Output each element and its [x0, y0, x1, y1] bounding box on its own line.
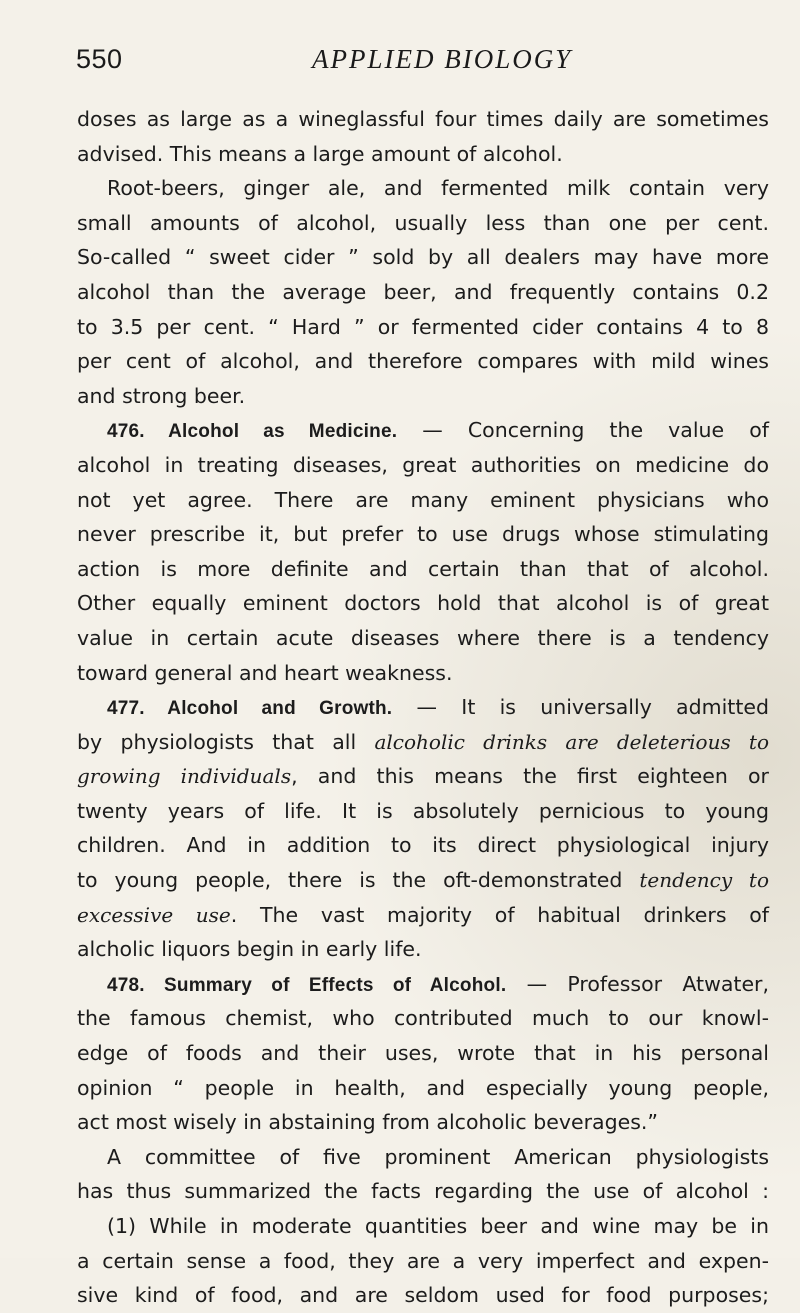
line-text: doses as large as a wineglassful four times daily are sometimes [77, 107, 769, 131]
text-line [77, 344, 769, 379]
line-text: children. And in addition to its direct physiological injury [77, 833, 769, 858]
text-line [77, 1278, 769, 1313]
emphasized-text: growing individuals [77, 764, 292, 789]
text-line [77, 1140, 769, 1175]
text-line [77, 1174, 769, 1209]
page-header [76, 44, 766, 84]
text-line [77, 552, 769, 587]
line-text: the famous chemist, who contributed much to our knowl- [77, 1006, 769, 1031]
line-text: and strong beer. [77, 383, 246, 408]
line-text: action is more definite and certain than that of alcohol. [77, 556, 769, 581]
body-text [77, 102, 769, 1313]
text-line [77, 517, 769, 552]
text-line [77, 1209, 769, 1244]
line-text: Other equally eminent doctors hold that alcohol is of great [77, 591, 769, 616]
line-text: sive kind of food, and are seldom used for food purposes; [77, 1283, 769, 1308]
line-text: toward general and heart weakness. [77, 660, 453, 685]
text-line [77, 206, 769, 241]
text-line [77, 102, 769, 137]
line-text: — It is universally admitted [392, 695, 770, 720]
section-heading-line [77, 413, 769, 448]
text-line [77, 828, 769, 863]
text-line [77, 725, 769, 760]
line-text: to young people, there is the oft-demonstrated [77, 868, 640, 893]
text-line [77, 586, 769, 621]
line-text: Root-beers, ginger ale, and fermented milk contain very [107, 176, 769, 201]
text-line [77, 898, 769, 933]
line-text: — Concerning the value of [397, 418, 769, 443]
text-line [77, 1071, 769, 1106]
line-text: a certain sense a food, they are a very imperfect and expen- [77, 1248, 769, 1273]
section-heading: 477. Alcohol and Growth. [107, 698, 393, 720]
text-line [77, 137, 769, 172]
line-text: , and this means the first eighteen or [291, 764, 769, 789]
text-line [77, 1105, 769, 1140]
line-text: alcholic liquors begin in early life. [77, 937, 422, 962]
line-text: edge of foods and their uses, wrote that in his personal [77, 1041, 769, 1066]
line-text: alcohol in treating diseases, great authorities on medicine do [77, 452, 769, 477]
line-text: small amounts of alcohol, usually less than one per cent. [77, 210, 769, 235]
page-number: 550 [76, 44, 123, 74]
emphasized-text: alcoholic drinks are deleterious to [374, 729, 769, 754]
text-line [77, 621, 769, 656]
text-line [77, 863, 769, 898]
text-line [77, 794, 769, 829]
line-text: So-called “ sweet cider ” sold by all dealers may have more [77, 245, 769, 270]
line-text: opinion “ people in health, and especially young people, [77, 1075, 769, 1100]
line-text: . The vast majority of habitual drinkers of [230, 902, 769, 927]
text-line [77, 656, 769, 691]
line-text: to 3.5 per cent. “ Hard ” or fermented cider contains 4 to 8 [77, 314, 769, 339]
section-heading-line [77, 967, 769, 1002]
text-line [77, 1244, 769, 1279]
text-line [77, 310, 769, 345]
text-line [77, 1001, 769, 1036]
line-text: never prescribe it, but prefer to use drugs whose stimulating [77, 522, 769, 547]
section-heading-line [77, 690, 769, 725]
line-text: — Professor Atwater, [506, 971, 769, 996]
text-line [77, 1036, 769, 1071]
text-line [77, 240, 769, 275]
line-text: per cent of alcohol, and therefore compares with mild wines [77, 349, 769, 374]
line-text: advised. This means a large amount of alcohol. [77, 141, 563, 166]
text-line [77, 759, 769, 794]
section-heading: 476. Alcohol as Medicine. [107, 421, 398, 443]
text-line [77, 275, 769, 310]
line-text: not yet agree. There are many eminent physicians who [77, 487, 769, 512]
text-line [77, 379, 769, 414]
text-line [77, 171, 769, 206]
line-text: by physiologists that all [77, 729, 375, 754]
section-heading: 478. Summary of Effects of Alcohol. [107, 974, 507, 996]
line-text: act most wisely in abstaining from alcoholic beverages.” [77, 1110, 659, 1135]
text-line [77, 483, 769, 518]
line-text: twenty years of life. It is absolutely pernicious to young [77, 798, 769, 823]
emphasized-text: tendency to [639, 868, 769, 893]
line-text: (1) While in moderate quantities beer and wine may be in [107, 1214, 769, 1238]
running-title: APPLIED BIOLOGY [312, 44, 573, 74]
text-line [77, 932, 769, 967]
line-text: alcohol than the average beer, and frequently contains 0.2 [77, 279, 769, 304]
emphasized-text: excessive use [77, 902, 231, 927]
line-text: A committee of five prominent American physiologists [107, 1144, 769, 1169]
text-line [77, 448, 769, 483]
line-text: value in certain acute diseases where there is a tendency [77, 625, 769, 650]
line-text: has thus summarized the facts regarding the use of alcohol : [77, 1179, 769, 1204]
